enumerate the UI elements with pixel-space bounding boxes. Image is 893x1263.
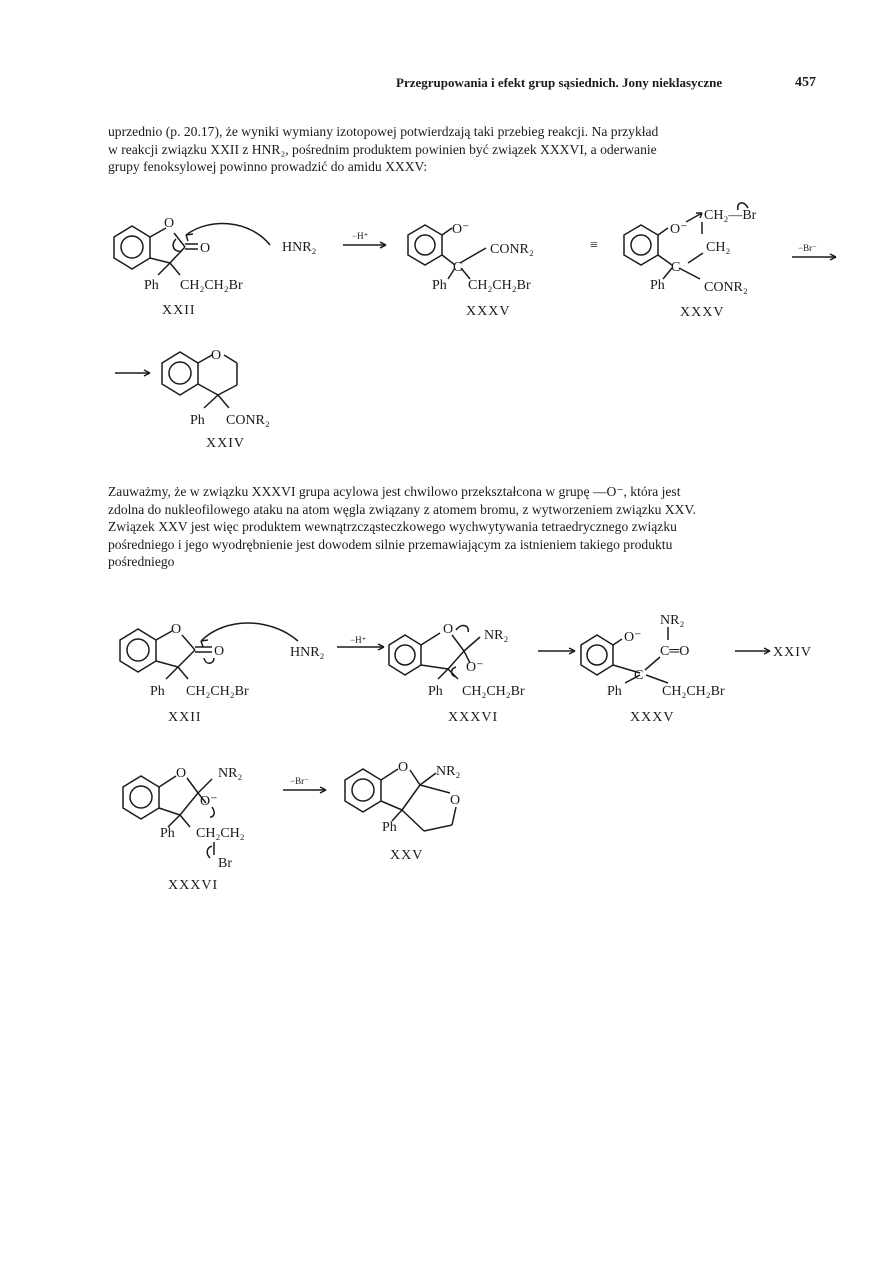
atom-c: C	[453, 260, 463, 275]
group-ch2br: CH₂—Br	[704, 208, 757, 223]
atom-o-minus: O⁻	[452, 222, 470, 237]
reagent-hnr2: HNR₂	[282, 240, 317, 255]
atom-o-ring-2: O	[450, 793, 461, 808]
text-line: Zauważmy, że w związku XXXVI grupa acylowa jest chwilowo przekształcona w grupę —O⁻, która jest	[108, 484, 681, 499]
compound-label-xxii: XXII	[162, 303, 196, 318]
group-nr2: NR₂	[660, 613, 685, 628]
atom-c: C	[634, 668, 644, 683]
paragraph-discussion	[108, 483, 838, 571]
compound-label-xxxvi: XXXVI	[448, 710, 499, 725]
atom-o-ring: O	[211, 348, 222, 363]
group-nr2: NR₂	[436, 764, 461, 779]
atom-ph: Ph	[432, 278, 447, 293]
atom-o-minus: O⁻	[200, 794, 218, 809]
text-line: w reakcji związku XXII z HNR₂, pośrednim produktem powinien być związek XXXVI, a oderwanie	[108, 141, 657, 157]
atom-ph: Ph	[160, 826, 175, 841]
atom-ph: Ph	[150, 684, 165, 699]
atom-c: C	[671, 260, 681, 275]
group-c-double-o: C═O	[660, 644, 690, 659]
atom-ph: Ph	[190, 413, 205, 428]
text-line: grupy fenoksylowej powinno prowadzić do amidu XXXV:	[108, 159, 428, 174]
atom-o-ring: O	[176, 766, 187, 781]
arrow-label: −Br⁻	[798, 243, 817, 253]
equivalence-sign: ≡	[590, 238, 598, 253]
product-label-xxiv: XXIV	[773, 645, 812, 660]
page-number: 457	[795, 75, 816, 90]
atom-o-ring: O	[443, 622, 454, 637]
text-line: Związek XXV jest więc produktem wewnątrzcząsteczkowego wychwytywania tetraedrycznego związku	[108, 519, 677, 534]
running-header	[380, 75, 840, 97]
reagent-hnr2: HNR₂	[290, 645, 325, 660]
atom-o-ring: O	[164, 216, 175, 231]
text-line: pośredniego	[108, 554, 175, 569]
compound-label-xxv: XXV	[390, 848, 424, 863]
compound-label-xxii: XXII	[168, 710, 202, 725]
substituent: CH₂CH₂Br	[662, 684, 725, 699]
atom-ph: Ph	[144, 278, 159, 293]
running-title: Przegrupowania i efekt grup sąsiednich. Jony nieklasyczne	[396, 75, 723, 90]
atom-br: Br	[218, 856, 232, 871]
substituent: CH₂CH₂Br	[180, 278, 243, 293]
atom-o-minus: O⁻	[466, 660, 484, 675]
substituent: CH₂CH₂Br	[186, 684, 249, 699]
compound-label-xxiv: XXIV	[206, 436, 245, 451]
group-conr2: CONR₂	[704, 280, 748, 295]
paragraph-intro	[108, 123, 838, 176]
reaction-scheme-2	[0, 605, 893, 905]
compound-label-xxxvi: XXXVI	[168, 878, 219, 893]
reaction-scheme-1	[0, 195, 893, 460]
group-ch2ch2: CH₂CH₂	[196, 826, 245, 841]
atom-o-minus: O⁻	[624, 630, 642, 645]
arrow-label: −H⁺	[350, 635, 367, 645]
compound-label-xxxv: XXXV	[630, 710, 675, 725]
group-ch2: CH₂	[706, 240, 731, 255]
group-nr2: NR₂	[484, 628, 509, 643]
group-nr2: NR₂	[218, 766, 243, 781]
group-conr2: CONR₂	[490, 242, 534, 257]
substituent: CH₂CH₂Br	[462, 684, 525, 699]
text-line: zdolna do nukleofilowego ataku na atom węgla związany z atomem bromu, z wytworzeniem związku XXV.	[108, 501, 696, 517]
atom-o-carbonyl: O	[200, 241, 211, 256]
atom-o-ring: O	[398, 760, 409, 775]
atom-ph: Ph	[607, 684, 622, 699]
group-conr2: CONR₂	[226, 413, 270, 428]
atom-ph: Ph	[428, 684, 443, 699]
substituent: CH₂CH₂Br	[468, 278, 531, 293]
atom-o-carbonyl: O	[214, 644, 225, 659]
compound-label-xxxv: XXXV	[466, 304, 511, 319]
atom-o-minus: O⁻	[670, 222, 688, 237]
atom-ph: Ph	[382, 820, 397, 835]
compound-label-xxxv: XXXV	[680, 305, 725, 320]
arrow-label: −Br⁻	[290, 776, 309, 786]
atom-ph: Ph	[650, 278, 665, 293]
text-line: uprzednio (p. 20.17), że wyniki wymiany izotopowej potwierdzają taki przebieg reakcji. Na przykład	[108, 124, 659, 139]
arrow-label: −H⁺	[352, 231, 369, 241]
atom-o-ring: O	[171, 622, 182, 637]
text-line: pośredniego i jego wyodrębnienie jest dowodem silnie przemawiającym za istnieniem takiego produktu	[108, 536, 673, 552]
